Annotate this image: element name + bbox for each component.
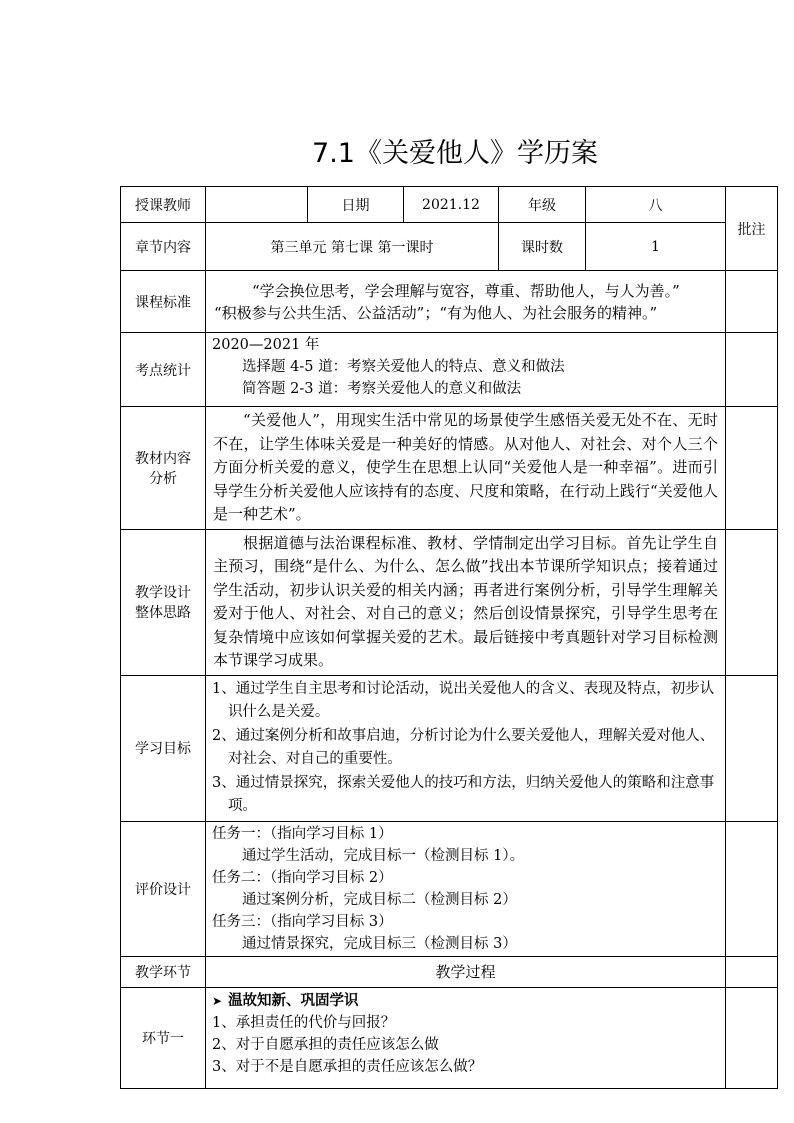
- notes-cell: [726, 333, 778, 407]
- goals-list: [206, 675, 726, 821]
- design-label-line-2: 整体思路: [135, 605, 191, 621]
- notes-cell: [726, 821, 778, 956]
- process-stage-header: 教学环节: [121, 956, 206, 987]
- design-text: [206, 529, 726, 675]
- arrow-bullet-icon: ➤: [212, 993, 223, 1008]
- exam-year: 2020—2021 年: [212, 337, 320, 353]
- stage1-heading: [212, 990, 719, 1012]
- evaluation-row: [121, 821, 778, 956]
- standard-line-2: “积极参与公共生活、公益活动”；“有为他人、为社会服务的精神。”: [214, 303, 658, 322]
- notes-cell: [726, 529, 778, 675]
- goal-item-2: 2、通过案例分析和故事启迪，分析讨论为什么要关爱他人，理解关爱对他人、对社会、对自己的重要性。: [212, 727, 715, 767]
- design-label-line-1: 教学设计: [135, 585, 191, 601]
- chapter-label: 章节内容: [121, 223, 206, 271]
- grade-label: 年级: [499, 187, 586, 223]
- stage1-question-2: 2、对于自愿承担的责任应该怎么做: [212, 1036, 439, 1053]
- standard-row: [121, 271, 778, 333]
- chapter-row: [121, 223, 778, 271]
- stage1-question-1: 1、承担责任的代价与回报？: [212, 1014, 396, 1031]
- notes-cell: [726, 675, 778, 821]
- eval-task-1: 任务一：（指向学习目标 1）: [212, 825, 393, 842]
- teacher-value: [206, 187, 308, 223]
- evaluation-content: [206, 821, 726, 956]
- notes-cell: [726, 987, 778, 1088]
- page-title: 7.1《关爱他人》学历案: [312, 138, 598, 169]
- standard-text: [206, 271, 726, 333]
- date-label: 日期: [308, 187, 404, 223]
- stage1-label: 环节一: [121, 987, 206, 1088]
- stage1-heading-text: 温故知新、巩固学识: [228, 991, 359, 1009]
- evaluation-label: 评价设计: [121, 821, 206, 956]
- exam-content: [206, 333, 726, 407]
- textbook-label: [121, 407, 206, 530]
- design-paragraph: 根据道德与法治课程标准、教材、学情制定出学习目标。首先让学生自主预习，围绕“是什么、为什么、怎么做”找出本节课所学知识点；接着通过学生活动，初步认识关爱的相关内涵；再者进行案例分析，引导学生理解关爱对于他人、对社会、对自己的意义；然后创设情景探究，引导学生思考在复杂情境中应该如何掌握关爱的艺术。最后链接中考真题针对学习目标检测本节课学习成果。: [213, 533, 718, 669]
- header-row: [121, 187, 778, 223]
- eval-desc-2: 通过案例分析，完成目标二（检测目标 2）: [242, 891, 517, 908]
- stage1-row: [121, 987, 778, 1088]
- standard-label: 课程标准: [121, 271, 206, 333]
- lesson-plan-table: [120, 186, 778, 1089]
- goal-item-3: 3、通过情景探究，探索关爱他人的技巧和方法，归纳关爱他人的策略和注意事项。: [212, 774, 715, 814]
- exam-item-1: 选择题 4-5 道：考察关爱他人的特点、意义和做法: [242, 359, 565, 375]
- textbook-paragraph: “关爱他人”，用现实生活中常见的场景使学生感悟关爱无处不在、无时不在，让学生体味关爱是一种美好的情感。从对他人、对社会、对个人三个方面分析关爱的意义，使学生在思想上认同“关爱他人是一种幸福”。进而引导学生分析关爱他人应该持有的态度、尺度和策略，在行动上践行“关爱他人是一种艺术”。: [213, 411, 718, 523]
- eval-desc-1: 通过学生活动，完成目标一（检测目标 1）。: [242, 847, 525, 864]
- chapter-value: 第三单元 第七课 第一课时: [206, 223, 499, 271]
- design-label: [121, 529, 206, 675]
- stage1-content: [206, 987, 726, 1088]
- textbook-row: [121, 407, 778, 530]
- process-content-header: 教学过程: [206, 956, 726, 987]
- stage1-question-3: 3、对于不是自愿承担的责任应该怎么做？: [212, 1058, 483, 1075]
- eval-desc-3: 通过情景探究，完成目标三（检测目标 3）: [242, 935, 517, 952]
- date-value: 2021.12: [404, 187, 499, 223]
- hours-value: 1: [586, 223, 726, 271]
- notes-header: 批注: [726, 187, 778, 271]
- design-row: [121, 529, 778, 675]
- process-header-row: [121, 956, 778, 987]
- textbook-text: [206, 407, 726, 530]
- eval-task-2: 任务二：（指向学习目标 2）: [212, 869, 393, 886]
- hours-label: 课时数: [499, 223, 586, 271]
- goals-label: 学习目标: [121, 675, 206, 821]
- teacher-label: 授课教师: [121, 187, 206, 223]
- notes-cell: [726, 407, 778, 530]
- textbook-label-line-2: 分析: [149, 470, 177, 487]
- eval-task-3: 任务三：（指向学习目标 3）: [212, 913, 393, 930]
- standard-line-1: “学会换位思考，学会理解与宽容，尊重、帮助他人，与人为善。”: [252, 281, 680, 300]
- goal-item-1: 1、通过学生自主思考和讨论活动，说出关爱他人的含义、表现及特点，初步认识什么是关爱。: [212, 680, 715, 720]
- exam-label: 考点统计: [121, 333, 206, 407]
- exam-item-2: 简答题 2-3 道：考察关爱他人的意义和做法: [242, 381, 522, 397]
- notes-cell: [726, 956, 778, 987]
- grade-value: 八: [586, 187, 726, 223]
- goals-row: [121, 675, 778, 821]
- exam-row: [121, 333, 778, 407]
- textbook-label-line-1: 教材内容: [135, 450, 191, 467]
- notes-cell: [726, 271, 778, 333]
